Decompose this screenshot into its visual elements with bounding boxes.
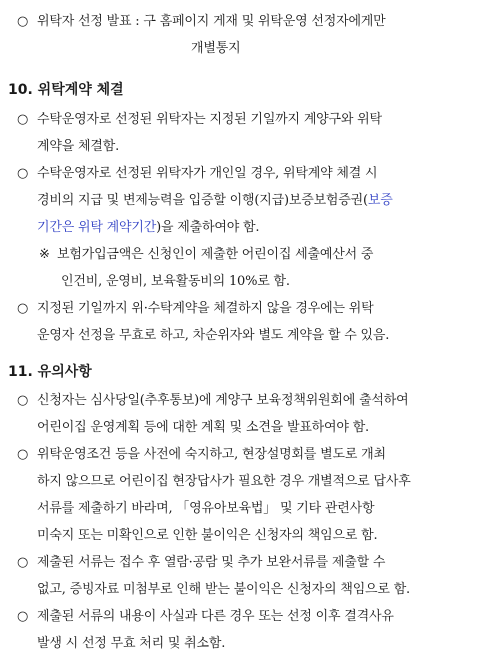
bullet-icon: ○ <box>17 555 29 570</box>
s11-item3-line1: 제출된 서류는 접수 후 열람·공람 및 추가 보완서류를 제출할 수 <box>37 555 386 570</box>
s10-note-line2: 인건비, 운영비, 보육활동비의 10%로 함. <box>61 274 290 289</box>
s11-item1-line1: 신청자는 심사당일(추후통보)에 계양구 보육정책위원회에 출석하여 <box>37 393 409 408</box>
s10-item3-line2: 운영자 선정을 무효로 하고, 차순위자와 별도 계약을 할 수 있음. <box>37 328 390 343</box>
s10-item1-line1: 수탁운영자로 선정된 위탁자는 지정된 기일까지 계양구와 위탁 <box>37 112 382 127</box>
bullet-icon: ○ <box>17 14 29 29</box>
s11-item4-line1: 제출된 서류의 내용이 사실과 다른 경우 또는 선정 이후 결격사유 <box>37 609 394 624</box>
bullet-icon: ○ <box>17 301 29 316</box>
guarantee-period-highlight-2: 기간은 위탁 계약기간 <box>37 220 157 235</box>
s11-item1-line2: 어린이집 운영계획 등에 대한 계획 및 소견을 발표하여야 함. <box>37 420 369 435</box>
section-10-heading: 10. 위탁계약 체결 <box>8 82 124 98</box>
bullet-icon: ○ <box>17 447 29 462</box>
bullet-icon: ○ <box>17 112 29 127</box>
s11-item4-line2: 발생 시 선정 무효 처리 및 취소함. <box>37 636 226 651</box>
s10-item1-line2: 계약을 체결함. <box>37 139 120 154</box>
bullet-icon: ○ <box>17 166 29 181</box>
s11-item2-line1: 위탁운영조건 등을 사전에 숙지하고, 현장설명회를 별도로 개최 <box>37 447 386 462</box>
bullet-icon: ○ <box>17 393 29 408</box>
s11-item2-line4: 미숙지 또는 미확인으로 인한 불이익은 신청자의 책임으로 함. <box>37 528 378 543</box>
selection-announcement-line1: 위탁자 선정 발표 : 구 홈페이지 게재 및 위탁운영 선정자에게만 <box>37 14 386 29</box>
s10-item2-line1: 수탁운영자로 선정된 위탁자가 개인일 경우, 위탁계약 체결 시 <box>37 166 378 181</box>
guarantee-period-highlight-1: 보증 <box>367 193 393 208</box>
s10-note-line1: 보험가입금액은 신청인이 제출한 어린이집 세출예산서 중 <box>57 247 374 262</box>
note-mark-icon: ※ <box>39 247 50 262</box>
s11-item2-line2: 하지 않으므로 어린이집 현장답사가 필요한 경우 개별적으로 답사후 <box>37 474 411 489</box>
s11-item3-line2: 없고, 증빙자료 미첨부로 인해 받는 불이익은 신청자의 책임으로 함. <box>37 582 410 597</box>
bullet-icon: ○ <box>17 609 29 624</box>
section-11-heading: 11. 유의사항 <box>8 364 92 380</box>
s11-item2-line3: 서류를 제출하기 바라며, 「영유아보육법」 및 기타 관련사항 <box>37 501 375 516</box>
selection-announcement-line2: 개별통지 <box>191 41 241 56</box>
s10-item2-line2: 경비의 지급 및 변제능력을 입증할 이행(지급)보증보험증권(보증 <box>37 193 393 208</box>
s10-item3-line1: 지정된 기일까지 위·수탁계약을 체결하지 않을 경우에는 위탁 <box>37 301 374 316</box>
s10-item2-line3: 기간은 위탁 계약기간)을 제출하여야 함. <box>37 220 260 235</box>
